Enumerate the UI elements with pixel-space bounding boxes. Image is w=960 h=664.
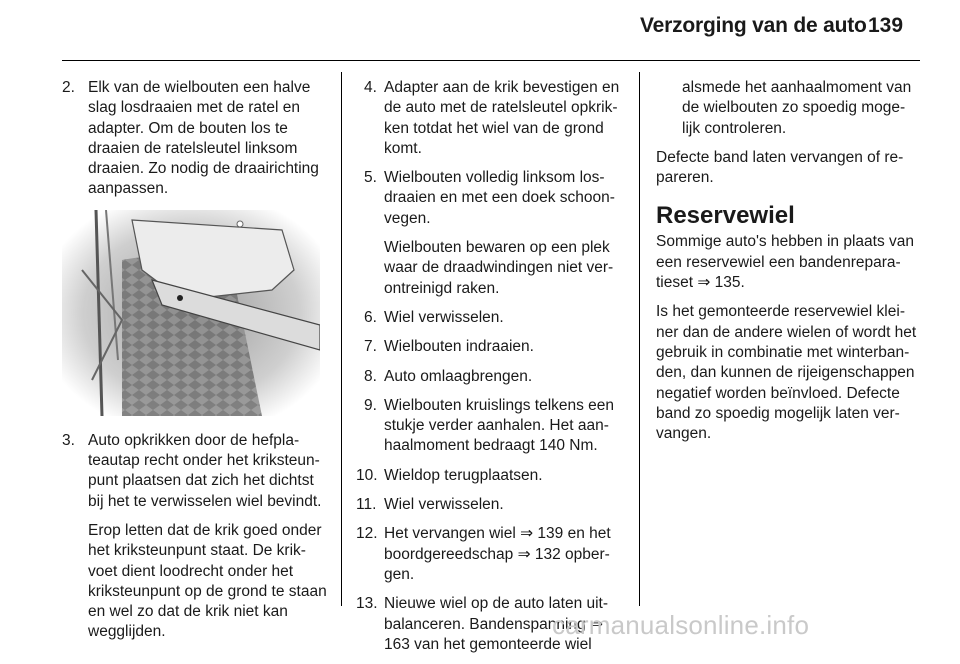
column-right	[656, 78, 922, 453]
step-text: Wielbouten kruislings telkens een stukje verder aanhalen. Het aan-haalmoment bedraagt 140 Nm.	[384, 396, 615, 455]
defect-tyre-text: Defecte band laten vervangen of re-pareren.	[656, 148, 904, 187]
step-number: 2.	[62, 79, 75, 96]
step-text: Wielbouten volledig linksom los-draaien en met een doek schoon-vegen.	[384, 169, 615, 227]
page-title: Verzorging van de auto	[640, 14, 867, 37]
column-middle	[356, 78, 624, 664]
step-number: 10.	[356, 466, 378, 484]
column-divider-1	[341, 72, 342, 606]
step-2	[62, 78, 328, 200]
step-3	[62, 431, 328, 643]
step-5	[356, 168, 624, 299]
step-4	[356, 78, 624, 159]
step-number: 6.	[364, 308, 377, 326]
step-10	[356, 466, 624, 486]
step-text: Het vervangen wiel ⇒ 139 en het boordgereedschap ⇒ 132 opber-gen.	[384, 525, 611, 583]
step-number: 9.	[364, 396, 377, 414]
step-text: Auto opkrikken door de hefpla-teautap recht onder het kriksteun-punt plaatsen dat zich het dichtst bij het te verwisselen wiel bevindt.	[88, 431, 322, 510]
step-number: 12.	[356, 525, 378, 543]
step-9	[356, 396, 624, 457]
watermark: carmanualsonline.info	[552, 610, 810, 640]
step-text: Elk van de wielbouten een halve slag losdraaien met de ratel en adapter. Om de bouten los te draaien de ratelsleutel linksom draaien. Zo nodig de draairichting aanpassen.	[88, 79, 319, 198]
jack-placement-illustration	[62, 210, 320, 416]
step-note: Wielbouten bewaren op een plek waar de draadwindingen niet ver-ontreinigd raken.	[384, 239, 614, 297]
step-12	[356, 524, 624, 585]
step-7	[356, 337, 624, 357]
column-divider-2	[639, 72, 640, 606]
column-left	[62, 78, 328, 652]
step-6	[356, 308, 624, 328]
step-text: Wiel verwisselen.	[384, 496, 504, 514]
step-number: 3.	[62, 431, 75, 449]
page-number: 139	[868, 14, 904, 37]
step-8	[356, 367, 624, 387]
step-text: Wieldop terugplaatsen.	[384, 466, 543, 484]
step-13-continuation: alsmede het aanhaalmoment van de wielbouten zo spoedig moge-lijk controleren.	[682, 79, 912, 137]
step-number: 7.	[364, 338, 377, 356]
panel-hole	[237, 221, 243, 227]
step-text: Wielbouten indraaien.	[384, 338, 534, 356]
step-text: Auto omlaagbrengen.	[384, 367, 533, 385]
step-note: Erop letten dat de krik goed onder het kriksteunpunt staat. De krik-voet dient loodrecht onder het kriksteunpunt op de grond te staan en wel zo dat de krik niet kan wegglijden.	[88, 521, 327, 641]
step-11	[356, 495, 624, 515]
spare-wheel-paragraph-2: Is het gemonteerde reservewiel klei-ner dan de andere wielen of wordt het gebruik in combinatie met winterban-den, dan kunnen de rijeigenschappen negatief worden beïnvloed. Defecte band zo spoedig mogelijk laten ver-vangen.	[656, 303, 917, 443]
section-heading: Reservewiel	[656, 202, 795, 230]
spare-wheel-paragraph-1: Sommige auto's hebben in plaats van een reservewiel een bandenrepara-tieset ⇒ 135.	[656, 233, 915, 292]
step-number: 8.	[364, 367, 377, 385]
step-text: Adapter aan de krik bevestigen en de auto met de ratelsleutel opkrik-ken totdat het wiel van de grond komt.	[384, 79, 620, 157]
header-divider	[62, 60, 920, 61]
step-number: 5.	[364, 169, 377, 187]
step-text: Nieuwe wiel op de auto laten uit-balanceren. Bandenspanning ⇒ 163 van het gemonteerde wiel	[384, 595, 609, 653]
step-number: 11.	[356, 496, 377, 514]
step-number: 13.	[356, 595, 378, 613]
step-text: Wiel verwisselen.	[384, 308, 504, 326]
jack-point-marker	[177, 295, 183, 301]
step-number: 4.	[364, 79, 377, 96]
